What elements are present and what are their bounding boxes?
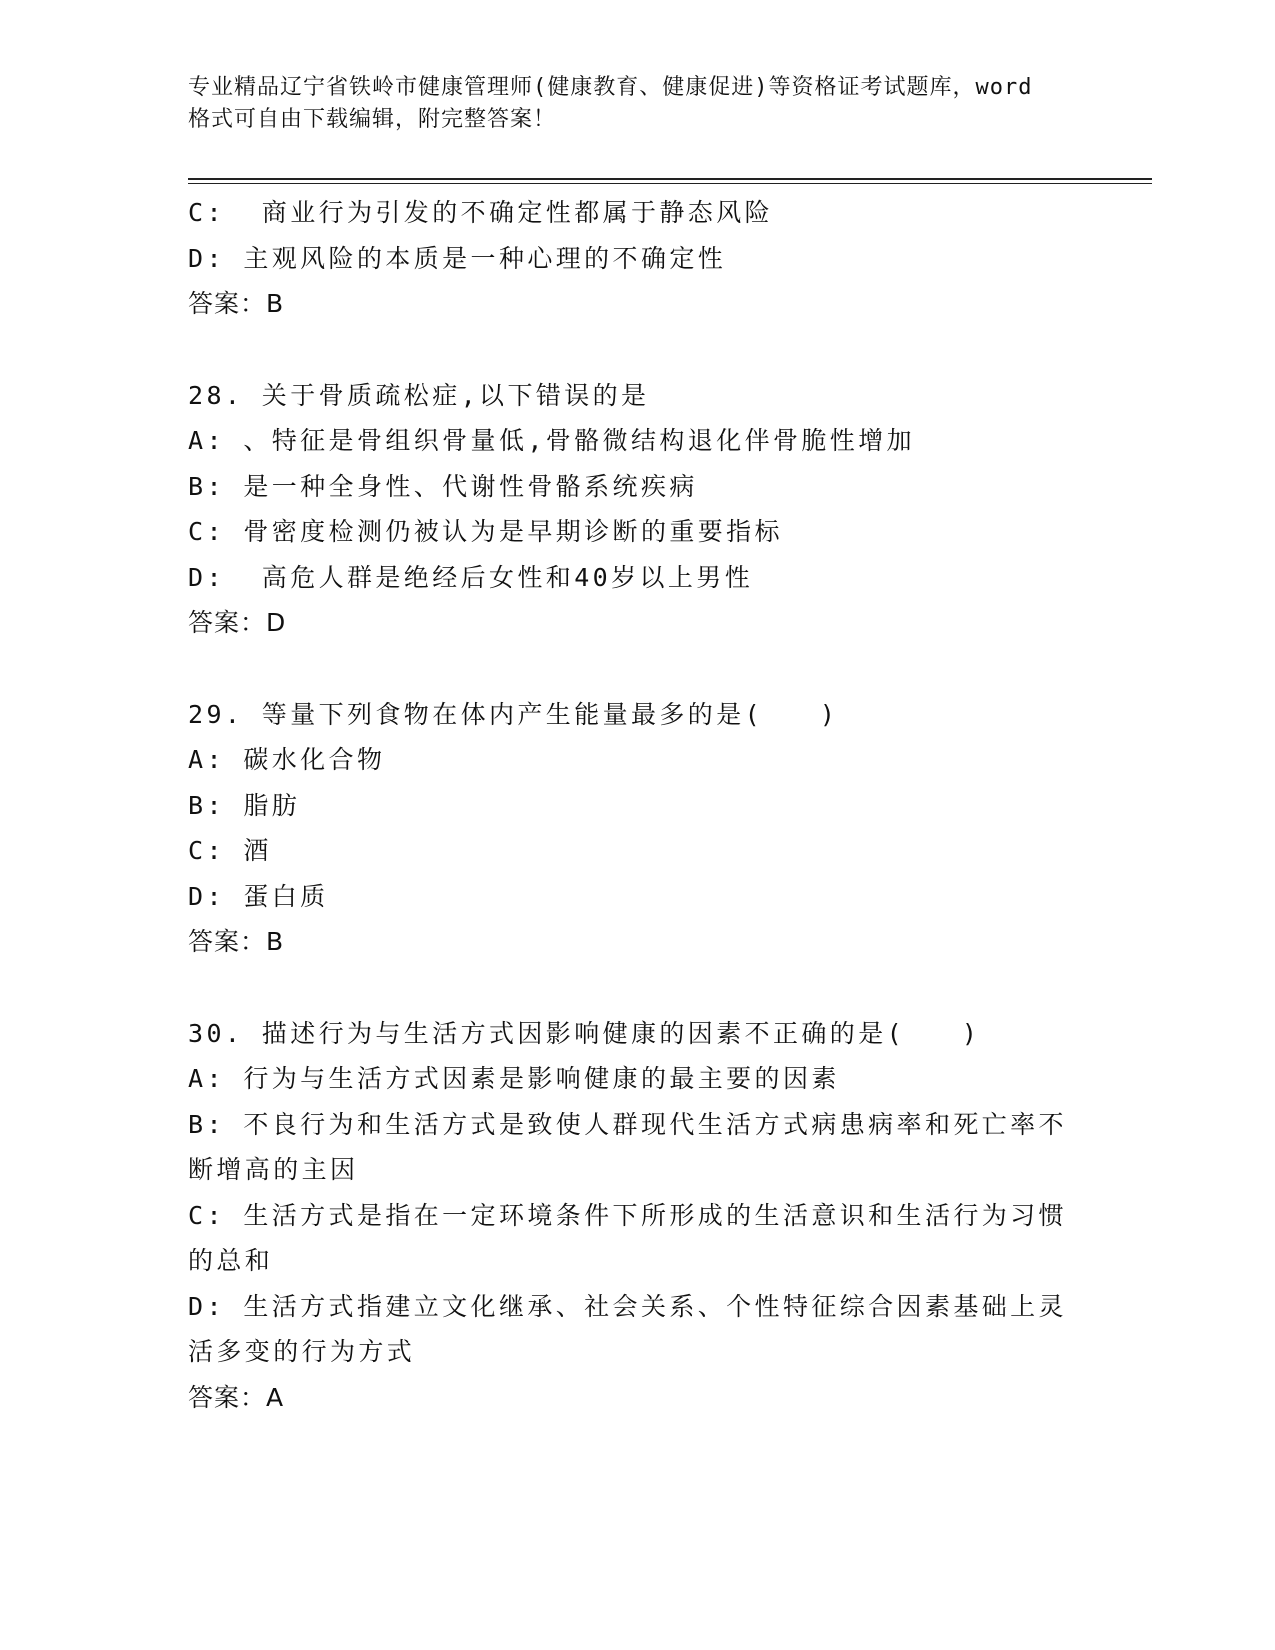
document-body [188,190,1088,1420]
question-block-28 [188,373,1088,646]
option-a: A: 、特征是骨组织骨量低,骨骼微结构退化伴骨脆性增加 [188,426,916,455]
document-header [188,72,1088,136]
option-d: D: 主观风险的本质是一种心理的不确定性 [188,243,727,273]
option-b: B: 是一种全身性、代谢性骨骼系统疾病 [188,471,698,501]
option-a: A: 碳水化合物 [188,745,386,774]
question-block-30 [188,1011,1088,1421]
option-d: D: 高危人群是绝经后女性和40岁以上男性 [188,562,754,592]
answer: 答案：D [188,608,287,637]
question-block-29 [188,692,1088,965]
option-d: D: 生活方式指建立文化继承、社会关系、个性特征综合因素基础上灵活多变的行为方式 [188,1291,1067,1366]
question-stem: 28. 关于骨质疏松症,以下错误的是 [188,380,650,410]
option-a: A: 行为与生活方式因素是影响健康的最主要的因素 [188,1064,840,1093]
option-c: C: 生活方式是指在一定环境条件下所形成的生活意识和生活行为习惯的总和 [188,1200,1067,1275]
question-block-prev [188,190,1088,327]
option-d: D: 蛋白质 [188,881,329,911]
header-line-2: 格式可自由下载编辑，附完整答案！ [188,107,557,132]
question-stem: 30. 描述行为与生活方式因影响健康的因素不正确的是( ) [188,1018,981,1048]
option-b: B: 不良行为和生活方式是致使人群现代生活方式病患病率和死亡率不断增高的主因 [188,1109,1067,1184]
question-stem: 29. 等量下列食物在体内产生能量最多的是( ) [188,699,839,729]
option-b: B: 脂肪 [188,790,301,820]
header-line-1: 专业精品辽宁省铁岭市健康管理师(健康教育、健康促进)等资格证考试题库，word [188,75,1033,100]
option-c: C: 酒 [188,836,272,865]
answer: 答案：B [188,289,285,318]
option-c: C: 骨密度检测仍被认为是早期诊断的重要指标 [188,517,783,546]
header-divider-thick [188,178,1152,180]
option-c: C: 商业行为引发的不确定性都属于静态风险 [188,198,774,227]
answer: 答案：A [188,1382,285,1412]
answer: 答案：B [188,927,285,956]
header-divider-thin [188,183,1152,184]
